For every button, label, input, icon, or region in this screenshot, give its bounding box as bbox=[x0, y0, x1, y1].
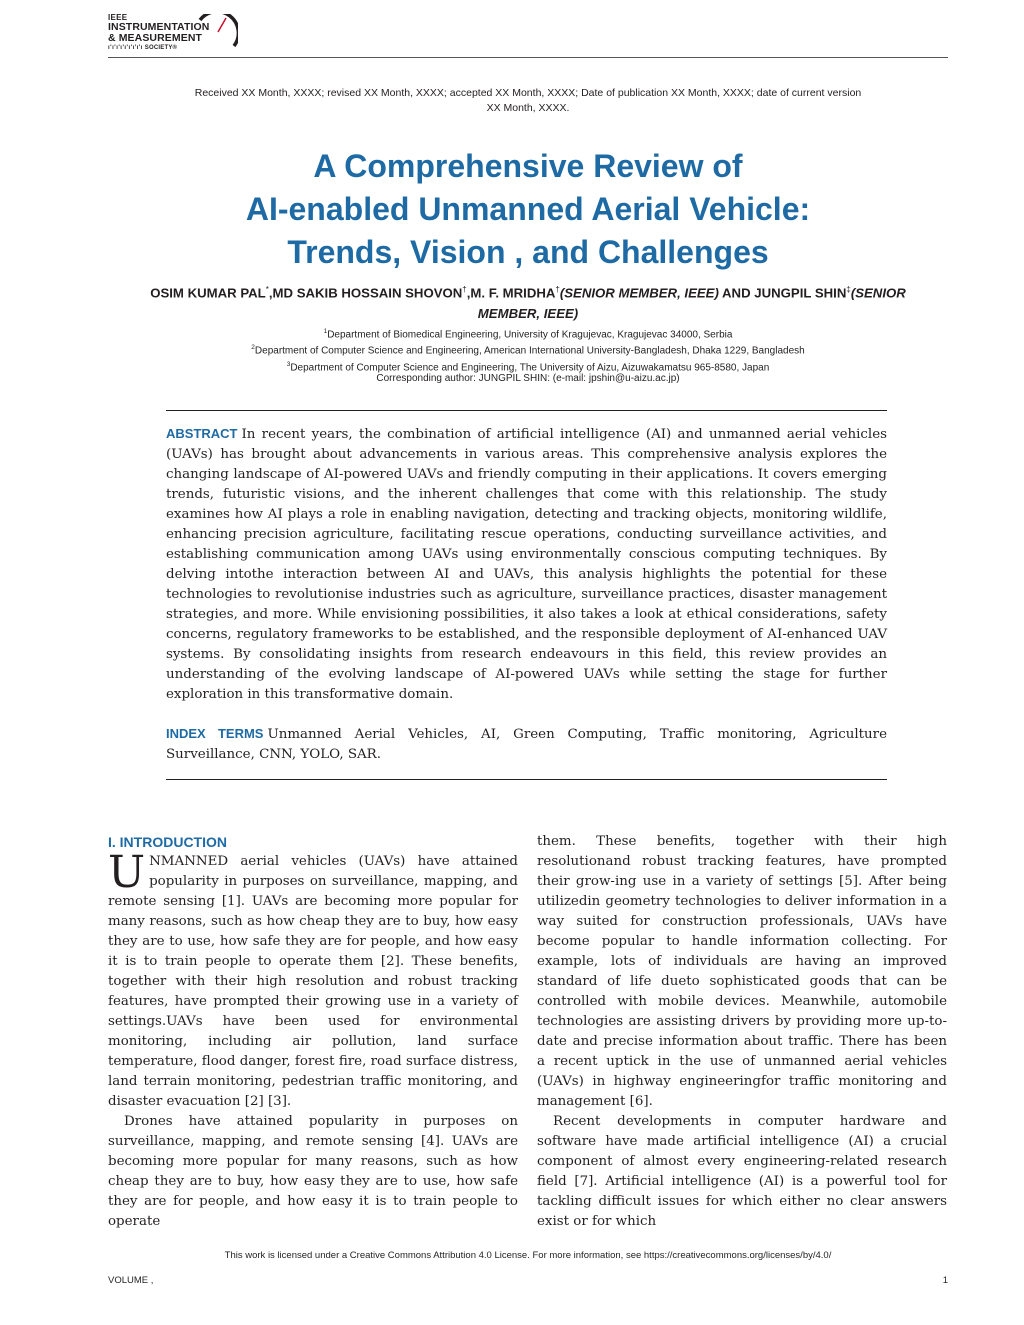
author-2-mark: † bbox=[462, 285, 467, 294]
author-1: OSIM KUMAR PAL bbox=[150, 285, 266, 301]
body-column-right bbox=[537, 832, 947, 1232]
logo-ruler-icon: ı'ı'ı'ı'ı'ı'ı'ı'ı bbox=[108, 45, 143, 51]
author-4-role: (SENIOR MEMBER, IEEE) bbox=[477, 285, 906, 322]
volume-label: VOLUME , bbox=[108, 1275, 154, 1286]
logo-society-text: SOCIETY® bbox=[144, 45, 178, 51]
logo-line-instrumentation: INSTRUMENTATION bbox=[108, 21, 210, 33]
affiliation-2-mark: 2 bbox=[251, 344, 255, 352]
author-4-mark: ‡ bbox=[846, 285, 851, 294]
author-list bbox=[140, 279, 916, 324]
logo-arc-icon bbox=[196, 14, 238, 54]
title-line-2: AI-enabled Unmanned Aerial Vehicle: bbox=[245, 191, 811, 227]
index-terms-text: Unmanned Aerial Vehicles, AI, Green Computing, Traffic monitoring, Agriculture Surveillance, CNN, YOLO, SAR. bbox=[166, 727, 887, 762]
affiliation-2-text: Department of Computer Science and Engineering, American International University-Bangladesh, Dhaka 1229, Bangladesh bbox=[254, 345, 805, 357]
header-rule bbox=[108, 57, 948, 58]
section-heading-introduction: I. INTRODUCTION bbox=[108, 834, 227, 850]
body-column-left bbox=[108, 832, 518, 1232]
affiliation-3-mark: 3 bbox=[286, 360, 291, 368]
affiliations bbox=[140, 325, 916, 374]
abstract-label: ABSTRACT bbox=[166, 426, 238, 441]
title-line-1: A Comprehensive Review of bbox=[313, 148, 743, 184]
intro-paragraph-2: Drones have attained popularity in purposes on surveillance, mapping, and remote sensing [4]. UAVs are becoming more popular for many reasons, such as how cheap they are to buy, how easy they are to use, how safe they are for people, and how easy it is to train people to operate bbox=[108, 1114, 518, 1229]
author-3-mark: † bbox=[555, 285, 560, 294]
affiliation-3-text: Department of Computer Science and Engineering, The University of Aizu, Aizuwakamatsu 965-8580, Japan bbox=[290, 361, 770, 373]
intro-paragraph-1-text: NMANNED aerial vehicles (UAVs) have attained popularity in purposes on surveillance, mapping, and remote sensing [1]. UAVs are becoming more popular for many reasons, such as how cheap they are to buy, how easy they are to use, how safe they are for people, and how easy it is to train people to operate them [2]. These benefits, together with their high resolution and robust tracking features, have prompted their growing use in a variety of settings.UAVs have been used for environmental monitoring, including air pollution, land surface temperature, flood danger, forest fire, road surface distress, land terrain monitoring, pedestrian traffic monitoring, and disaster evacuation [2] [3]. bbox=[108, 854, 518, 1109]
received-dates: Received XX Month, XXXX; revised XX Month, XXXX; accepted XX Month, XXXX; Date of publication XX Month, XXXX; date of current version XX Month, XXXX. bbox=[194, 87, 862, 114]
affiliation-1-text: Department of Biomedical Engineering, University of Kragujevac, Kragujevac 34000, Serbia bbox=[327, 329, 733, 341]
page-number: 1 bbox=[942, 1275, 948, 1286]
logo-line-measurement: & MEASUREMENT bbox=[108, 32, 203, 44]
license-notice: This work is licensed under a Creative Commons Attribution 4.0 License. For more information, see https://creativecommons.org/licenses/by/4.0/ bbox=[224, 1250, 832, 1261]
title-line-3: Trends, Vision , and Challenges bbox=[287, 234, 769, 270]
abstract bbox=[166, 424, 887, 705]
index-terms bbox=[166, 724, 887, 765]
author-3-role: (SENIOR MEMBER, IEEE) bbox=[559, 285, 719, 301]
author-1-mark: * bbox=[265, 285, 269, 294]
abstract-text: In recent years, the combination of artificial intelligence (AI) and unmanned aerial vehicles (UAVs) has brought about advancements in various areas. This comprehensive analysis explores the changing landscape of AI-powered UAVs and friendly computing in their applications. It covers emerging trends, futuristic visions, and the inherent challenges that come with this relationship. The study examines how AI plays a role in enabling navigation, detecting and tracking objects, monitoring wildlife, enhancing precision agriculture, facilitating rescue operations, conducting surveillance activities, and establishing communication among UAVs using environmentally conscious computing techniques. By delving intothe interaction between AI and UAVs, this analysis highlights the potential for these technologies to revolutionise industries such as agriculture, surveillance practices, disaster management strategies, and more. While envisioning possibilities, it also takes a look at ethical considerations, safety concerns, regulatory frameworks to be established, and the responsible deployment of AI-enhanced UAV systems. By consolidating insights from research endeavours in this field, this review provides an understanding of the evolving landscape of AI-powered UAVs while setting the stage for further exploration in this transformative domain. bbox=[166, 427, 887, 702]
author-4: JUNGPIL SHIN bbox=[754, 285, 847, 301]
author-3: ,M. F. MRIDHA bbox=[466, 285, 556, 301]
dropcap: U bbox=[108, 847, 146, 898]
logo-line-ieee: IEEE bbox=[108, 13, 128, 22]
corresponding-author: Corresponding author: JUNGPIL SHIN: (e-mail: jpshin@u-aizu.ac.jp) bbox=[376, 373, 680, 384]
intro-paragraph-1 bbox=[108, 847, 518, 1112]
affiliation-2 bbox=[140, 341, 916, 357]
intro-paragraph-3: Recent developments in computer hardware and software have made artificial intelligence (AI) a crucial component of almost every engineering-related research field [7]. Artificial intelligence (AI) is a powerful tool for tackling difficult issues for which either no clear answers exist or for which bbox=[537, 1114, 947, 1229]
index-terms-label: INDEX TERMS bbox=[166, 726, 264, 741]
author-and: AND bbox=[718, 285, 755, 301]
abstract-rule-bottom bbox=[166, 779, 887, 780]
affiliation-1-mark: 1 bbox=[323, 328, 328, 335]
intro-paragraph-2-continued: them. These benefits, together with their high resolutionand robust tracking features, have prompted their grow-ing use in a variety of settings [5]. After being utilizedin geometry technologies to deliver information in a way suited for construction professionals, UAVs have become popular to handle information collecting. For example, lots of individuals are having an improved standard of life dueto sophisticated goods that can be controlled with mobile devices. Meanwhile, automobile technologies are assisting drivers by providing more up-to-date and precise information about traffic. There has been a recent uptick in the use of unmanned aerial vehicles (UAVs) in highway engineeringfor traffic monitoring and management [6]. bbox=[537, 834, 947, 1109]
abstract-rule-top bbox=[166, 410, 887, 411]
paper-title bbox=[100, 145, 956, 274]
author-2: ,MD SAKIB HOSSAIN SHOVON bbox=[268, 285, 463, 301]
affiliation-1 bbox=[140, 325, 916, 341]
